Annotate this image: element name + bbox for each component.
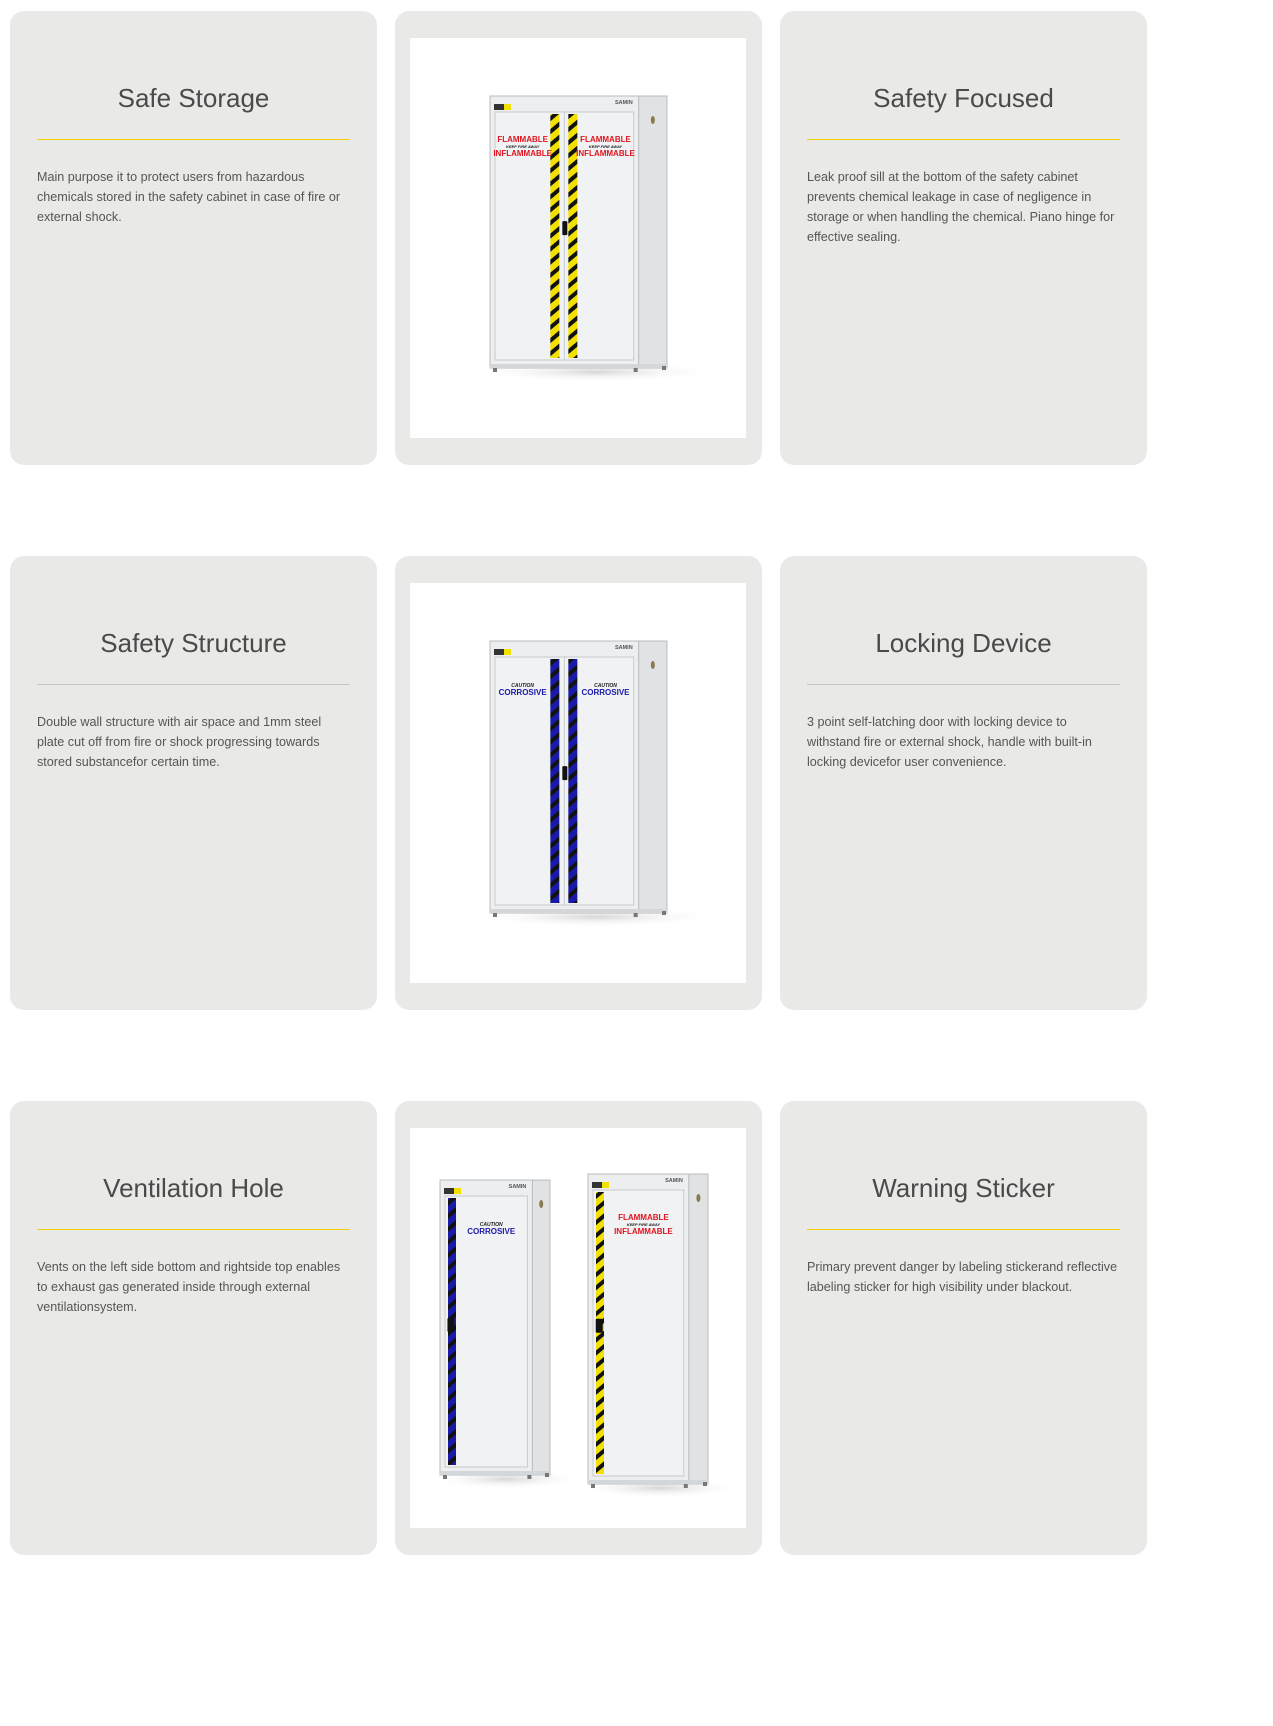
feature-card <box>10 1101 377 1555</box>
feature-title: Warning Sticker <box>872 1173 1055 1203</box>
product-image <box>410 583 746 983</box>
svg-text:FLAMMABLE: FLAMMABLE <box>580 135 631 144</box>
feature-description: Vents on the left side bottom and rightside top enables to exhaust gas generated inside through external ventilationsystem. <box>37 1260 341 1314</box>
door-handle <box>596 1319 603 1333</box>
feature-card <box>10 11 377 465</box>
cabinet-corrosive <box>472 641 720 927</box>
feature-title: Safe Storage <box>117 83 270 113</box>
cabinet-corrosive <box>429 1180 583 1489</box>
svg-text:INFLAMMABLE: INFLAMMABLE <box>614 1227 673 1236</box>
svg-text:INFLAMMABLE: INFLAMMABLE <box>493 149 552 158</box>
svg-text:CAUTION: CAUTION <box>479 1222 503 1228</box>
brand-label: SAMIN <box>665 1178 683 1184</box>
divider <box>37 684 350 685</box>
cabinet-flammable <box>576 1174 744 1498</box>
svg-text:CORROSIVE: CORROSIVE <box>581 688 630 697</box>
feature-title: Safety Focused <box>873 83 1054 113</box>
warning-stripe <box>550 659 559 903</box>
brand-label: SAMIN <box>508 1184 527 1190</box>
feature-description: Primary prevent danger by labeling stickerand reflective labeling sticker for high visibility under blackout. <box>807 1260 1118 1294</box>
svg-text:KEEP FIRE AWAY: KEEP FIRE AWAY <box>588 144 623 149</box>
svg-text:CAUTION: CAUTION <box>511 683 535 689</box>
svg-text:FLAMMABLE: FLAMMABLE <box>618 1213 669 1222</box>
product-image-card <box>395 11 762 465</box>
feature-title: Ventilation Hole <box>103 1173 284 1203</box>
divider <box>807 1229 1120 1230</box>
door-handle <box>562 766 567 780</box>
feature-card <box>780 1101 1147 1555</box>
divider <box>807 139 1120 140</box>
svg-text:KEEP FIRE AWAY: KEEP FIRE AWAY <box>626 1222 661 1227</box>
feature-card <box>780 556 1147 1010</box>
product-image <box>410 1128 746 1528</box>
product-image <box>410 38 746 438</box>
feature-description: Main purpose it to protect users from hazardous chemicals stored in the safety cabinet in case of fire or external shock. <box>37 170 341 224</box>
product-image-card <box>395 1101 762 1555</box>
svg-text:CORROSIVE: CORROSIVE <box>467 1227 516 1236</box>
feature-card <box>780 11 1147 465</box>
brand-label: SAMIN <box>614 645 633 651</box>
svg-text:CAUTION: CAUTION <box>594 683 617 689</box>
feature-description: Double wall structure with air space and 1mm steel plate cut off from fire or shock progressing towards stored substancefor certain time. <box>37 715 322 769</box>
feature-title: Locking Device <box>875 628 1052 658</box>
divider <box>807 684 1120 685</box>
product-image-card <box>395 556 762 1010</box>
feature-title: Safety Structure <box>100 628 287 658</box>
feature-description: 3 point self-latching door with locking device to withstand fire or external shock, handle with built-in locking devicefor user convenience. <box>807 715 1092 769</box>
svg-text:FLAMMABLE: FLAMMABLE <box>497 135 548 144</box>
feature-card <box>10 556 377 1010</box>
svg-text:INFLAMMABLE: INFLAMMABLE <box>576 149 635 158</box>
divider <box>37 139 350 140</box>
warning-stripe <box>568 659 577 903</box>
brand-label: SAMIN <box>614 100 633 106</box>
warning-stripe <box>596 1192 604 1474</box>
feature-description: Leak proof sill at the bottom of the safety cabinet prevents chemical leakage in case of negligence in storage or when handling the chemical. Piano hinge for effective sealing. <box>807 170 1115 244</box>
svg-text:KEEP FIRE AWAY: KEEP FIRE AWAY <box>505 144 540 149</box>
cabinet-flammable <box>472 96 720 382</box>
svg-text:CORROSIVE: CORROSIVE <box>498 688 547 697</box>
divider <box>37 1229 350 1230</box>
door-handle <box>562 221 567 235</box>
door-handle <box>447 1318 454 1332</box>
